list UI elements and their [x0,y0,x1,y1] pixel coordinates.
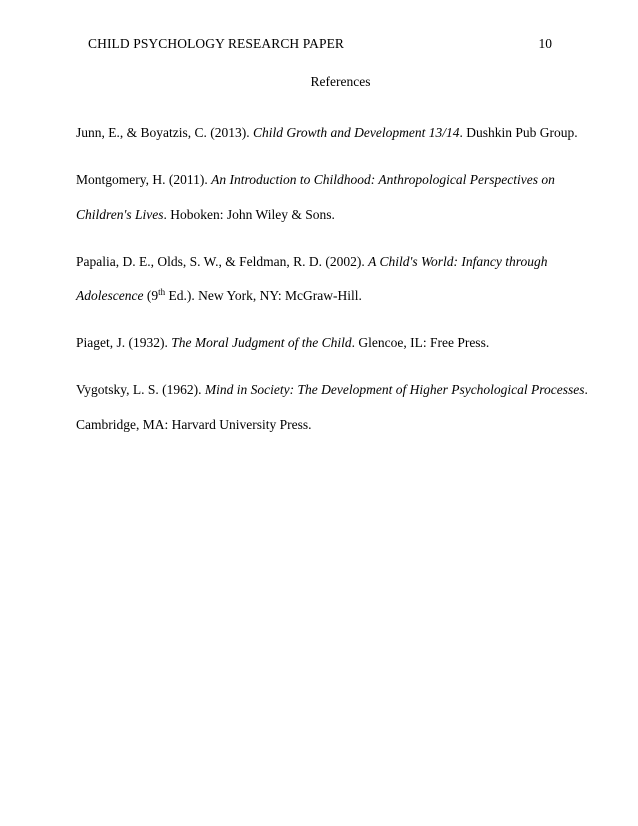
reference-line [76,163,576,198]
reference-title: An Introduction to Childhood: Anthropological Perspectives on [211,172,555,187]
reference-edition: (9 [143,288,159,303]
reference-entry-junn [76,116,576,151]
reference-title-continued: Adolescence [76,288,144,303]
reference-line [76,373,588,408]
reference-publisher: . Glencoe, IL: Free Press. [351,335,490,350]
reference-publisher: . Dushkin Pub Group. [459,125,578,140]
reference-line [76,408,576,443]
reference-entry-piaget [76,326,576,361]
reference-line [76,326,576,361]
reference-author: Vygotsky, L. S. (1962). [76,382,205,397]
reference-line [76,245,576,280]
reference-line [76,198,576,233]
reference-title: Mind in Society: The Development of Higher Psychological Processes [204,382,585,397]
reference-publisher: Cambridge, MA: Harvard University Press. [76,416,312,432]
reference-entry-vygotsky [76,373,588,442]
reference-list [76,116,588,455]
reference-publisher: . Hoboken: John Wiley & Sons. [163,206,335,222]
reference-line [76,116,578,151]
reference-line [76,279,576,314]
page-number: 10 [538,36,552,51]
reference-author: Montgomery, H. (2011). [76,172,212,187]
reference-author: Piaget, J. (1932). [76,335,172,350]
reference-publisher: Ed.). New York, NY: McGraw-Hill. [165,288,362,303]
running-head: CHILD PSYCHOLOGY RESEARCH PAPER [88,36,345,51]
references-heading: References [310,74,371,89]
reference-author: Junn, E., & Boyatzis, C. (2013). [76,125,253,140]
reference-author: Papalia, D. E., Olds, S. W., & Feldman, R. D. (2002). [76,253,369,269]
reference-punctuation: . [584,382,588,397]
edition-superscript: th [158,287,166,297]
reference-entry-papalia [76,245,576,314]
reference-title-continued: Children's Lives [76,206,164,222]
reference-entry-montgomery [76,163,576,232]
reference-title: Child Growth and Development 13/14 [253,125,460,140]
reference-title: The Moral Judgment of the Child [171,335,352,350]
reference-title: A Child's World: Infancy through [368,253,548,269]
